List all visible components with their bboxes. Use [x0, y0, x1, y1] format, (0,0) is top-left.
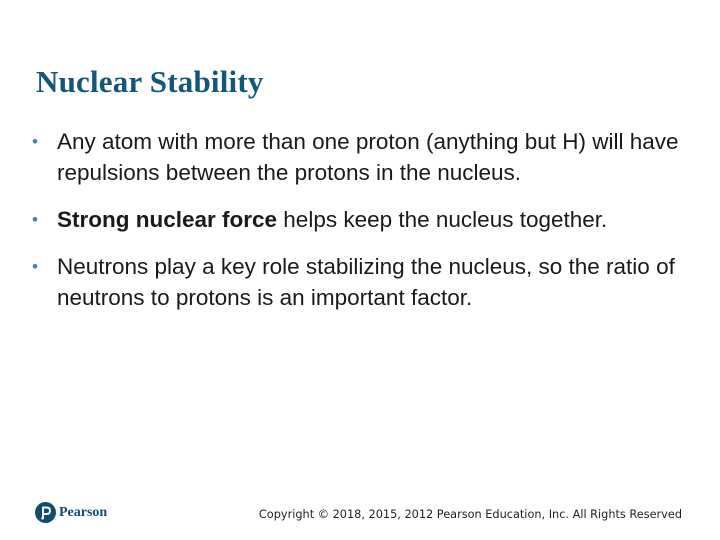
bullet-item	[32, 126, 692, 188]
bullet-point-icon: •	[32, 257, 38, 276]
bullet-item	[32, 204, 692, 235]
bullet-text: Neutrons play a key role stabilizing the nucleus, so the ratio of neutrons to protons is an important factor.	[57, 254, 675, 310]
slide-title: Nuclear Stability	[36, 64, 264, 99]
bullet-text: Any atom with more than one proton (anything but H) will have repulsions between the protons in the nucleus.	[57, 129, 679, 185]
copyright-notice: Copyright © 2018, 2015, 2012 Pearson Education, Inc. All Rights Reserved	[258, 508, 682, 521]
bullet-point-icon: •	[32, 210, 38, 229]
bullet-bold-term: Strong nuclear force	[57, 207, 278, 232]
bullet-list	[32, 126, 692, 329]
bullet-item	[32, 251, 692, 313]
pearson-logo-text: Pearson	[59, 504, 108, 520]
bullet-point-icon: •	[32, 132, 38, 151]
pearson-logo-icon	[35, 502, 56, 523]
pearson-logo	[35, 502, 107, 523]
bullet-text: helps keep the nucleus together.	[277, 207, 608, 232]
